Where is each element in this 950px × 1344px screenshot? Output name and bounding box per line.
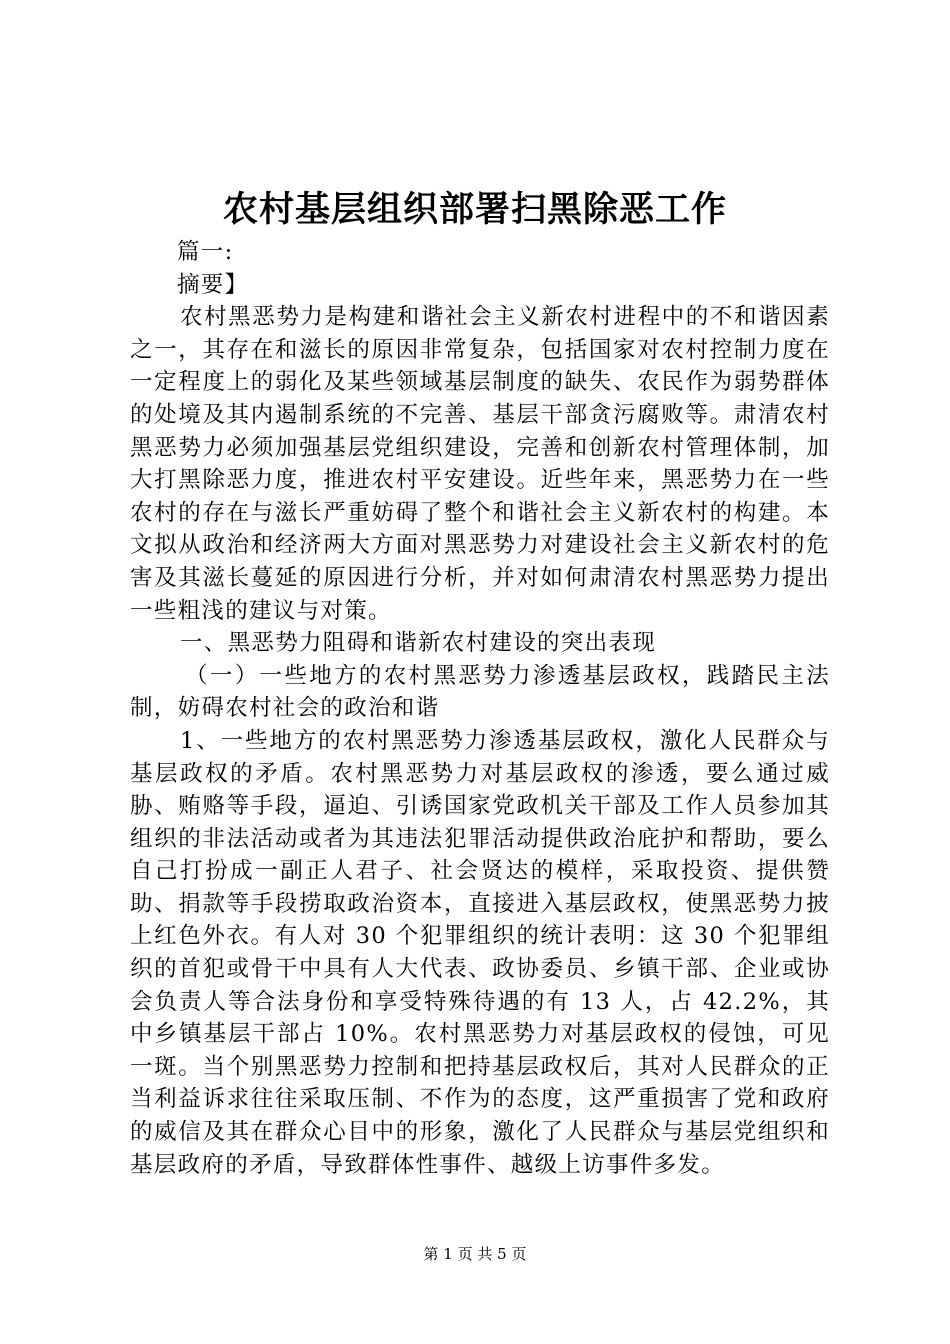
section-heading-1: 一、黑恶势力阻碍和谐新农村建设的突出表现 bbox=[180, 630, 657, 657]
page-footer: 第 1 页 共 5 页 bbox=[423, 1245, 527, 1263]
document-title: 农村基层组织部署扫黑除恶工作 bbox=[222, 190, 727, 230]
body-paragraph-1: 1、一些地方的农村黑恶势力渗透基层政权，激化人民群众与基层政权的矛盾。农村黑恶势力对基层政权的渗透，要么通过威胁、贿赂等手段，逼迫、引诱国家党政机关干部及工作人员参加其组织的非法活动或者为其违法犯罪活动提供政治庇护和帮助，要么自己打扮成一副正人君子、社会贤达的模样，采取投资、提供赞助、捐款等手段捞取政治资本，直接进入基层政权，使黑恶势力披上红色外衣。有人对 30 个犯罪组织的统计表明：这 30 个犯罪组织的首犯或骨干中具有人大代表、政协委员、乡镇干部、企业或协会负责人等合法身份和享受特殊待遇的有 13 人，占 42.2%，其中乡镇基层干部占 10%。农村黑恶势力对基层政权的侵蚀，可见一斑。当个别黑恶势力控制和把持基层政权后，其对人民群众的正当利益诉求往往采取压制、不作为的态度，这严重损害了党和政府的威信及其在群众心目中的形象，激化了人民群众与基层党组织和基层政府的矛盾，导致群体性事件、越级上访事件多发。 bbox=[130, 727, 830, 1178]
subsection-heading-1: （一）一些地方的农村黑恶势力渗透基层政权，践踏民主法制，妨碍农村社会的政治和谐 bbox=[130, 662, 830, 722]
document-body bbox=[130, 236, 830, 1181]
abstract-label: 摘要】 bbox=[177, 271, 249, 298]
section-label: 篇一: bbox=[177, 239, 234, 265]
abstract-paragraph: 农村黑恶势力是构建和谐社会主义新农村进程中的不和谐因素之一，其存在和滋长的原因非常复杂，包括国家对农村控制力度在一定程度上的弱化及某些领域基层制度的缺失、农民作为弱势群体的处境及其内遏制系统的不完善、基层干部贪污腐败等。肃清农村黑恶势力必须加强基层党组织建设，完善和创新农村管理体制，加大打黑除恶力度，推进农村平安建设。近些年来，黑恶势力在一些农村的存在与滋长严重妨碍了整个和谐社会主义新农村的构建。本文拟从政治和经济两大方面对黑恶势力对建设社会主义新农村的危害及其滋长蔓延的原因进行分析，并对如何肃清农村黑恶势力提出一些粗浅的建议与对策。 bbox=[130, 304, 830, 624]
